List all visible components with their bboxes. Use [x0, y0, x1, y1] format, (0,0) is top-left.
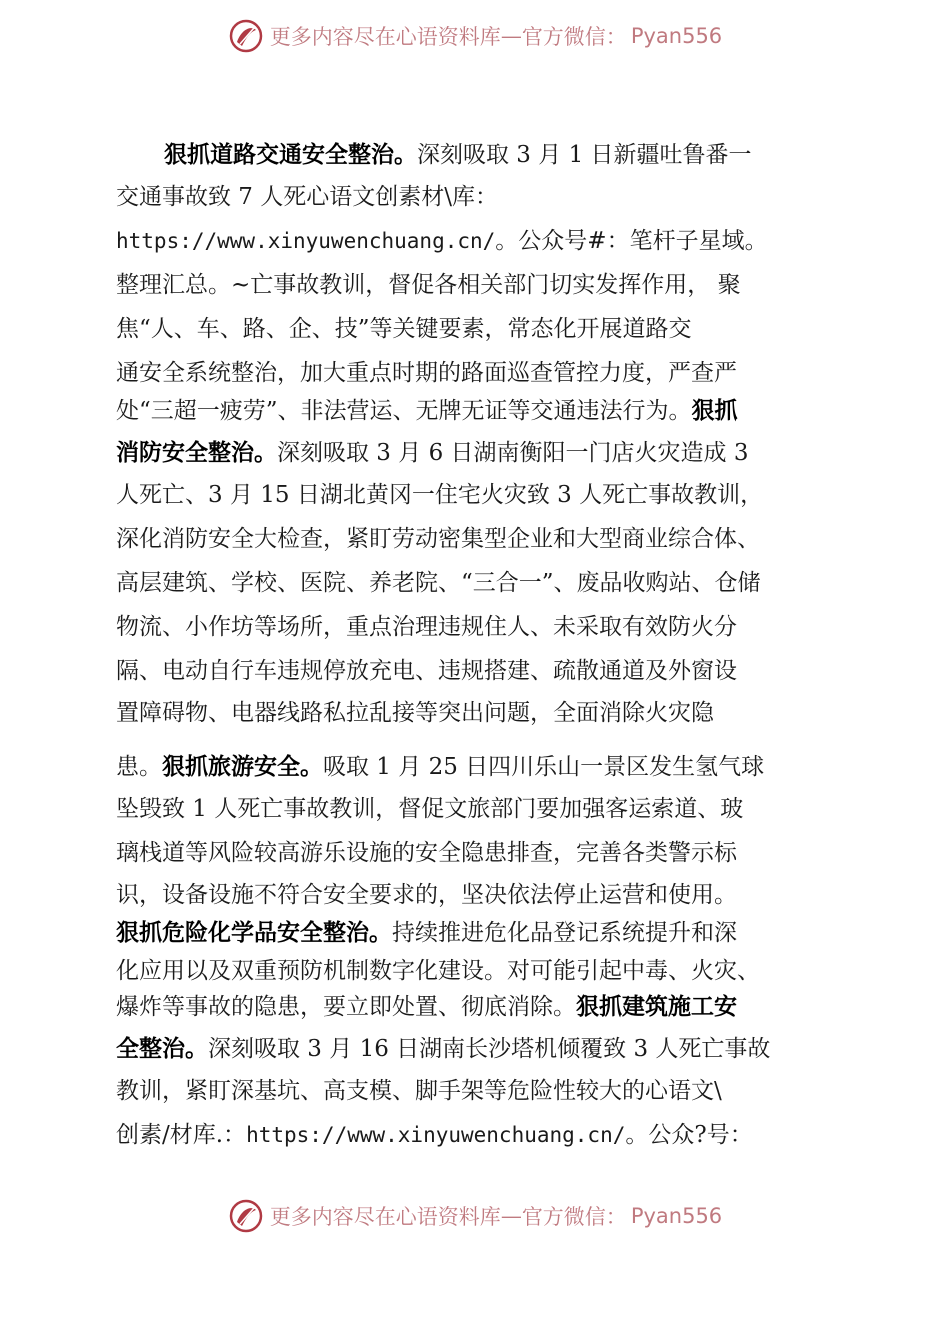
text-line-3: https://www.xinyuwenchuang.cn/。公众号#：笔杆子星域。 — [116, 228, 768, 254]
text-line-7: 处“三超一疲劳”、非法营运、无牌无证等交通违法行为。狠抓 — [116, 398, 738, 424]
banner-wechat-label: 官方微信： — [521, 25, 627, 49]
banner-text: 更多内容尽在心语资料库 — [269, 25, 501, 49]
banner-separator: — — [500, 24, 522, 48]
pen-swirl-logo-icon — [228, 1198, 264, 1234]
text-line-18: 识，设备设施不符合安全要求的，坚决依法停止运营和使用。 — [116, 882, 737, 908]
text-line-9: 人死亡、3 月 15 日湖北黄冈一住宅火灾致 3 人死亡事故教训， — [116, 482, 764, 508]
url-text: https://www.xinyuwenchuang.cn/ — [246, 1123, 626, 1147]
banner-wechat-id: Pyan556 — [630, 1204, 723, 1228]
text-line-4: 整理汇总。~亡事故教训，督促各相关部门切实发挥作用， 聚 — [116, 272, 741, 298]
header-watermark-banner — [0, 14, 950, 58]
banner-separator: — — [500, 1204, 522, 1228]
heading-fire-safety: 消防安全整治。 — [116, 440, 277, 466]
text-line-5: 焦“人、车、路、企、技”等关键要素，常态化开展道路交 — [116, 316, 692, 342]
text-line-17: 璃栈道等风险较高游乐设施的安全隐患排查，完善各类警示标 — [116, 840, 737, 866]
text-line-1: 狠抓道路交通安全整治。深刻吸取 3 月 1 日新疆吐鲁番一 — [164, 142, 752, 168]
heading-tourism-safety: 狠抓旅游安全。 — [162, 754, 323, 780]
banner-text: 更多内容尽在心语资料库 — [269, 1205, 501, 1229]
heading-hazardous-chemicals: 狠抓危险化学品安全整治。 — [116, 920, 392, 946]
text-line-24: 创素/材库.：https://www.xinyuwenchuang.cn/。公众?号： — [116, 1122, 753, 1148]
text-line-2: 交通事故致 7 人死心语文创素材\库： — [116, 184, 499, 210]
text-line-15: 患。狠抓旅游安全。吸取 1 月 25 日四川乐山一景区发生氢气球 — [116, 754, 765, 780]
text-line-22: 全整治。深刻吸取 3 月 16 日湖南长沙塔机倾覆致 3 人死亡事故 — [116, 1036, 771, 1062]
banner-wechat-label: 官方微信： — [521, 1205, 627, 1229]
text-line-10: 深化消防安全大检查，紧盯劳动密集型企业和大型商业综合体、 — [116, 526, 760, 552]
url-text: https://www.xinyuwenchuang.cn/ — [116, 229, 496, 253]
heading-road-traffic: 狠抓道路交通安全整治。 — [164, 142, 417, 168]
pen-swirl-logo-icon — [228, 18, 264, 54]
text-line-11: 高层建筑、学校、医院、养老院、“三合一”、废品收购站、仓储 — [116, 570, 761, 596]
text-line-13: 隔、电动自行车违规停放充电、违规搭建、疏散通道及外窗设 — [116, 658, 737, 684]
footer-watermark-banner — [0, 1194, 950, 1238]
text-line-21: 爆炸等事故的隐患，要立即处置、彻底消除。狠抓建筑施工安 — [116, 994, 737, 1020]
heading-construction: 狠抓建筑施工安 — [576, 994, 737, 1020]
text-line-19: 狠抓危险化学品安全整治。持续推进危化品登记系统提升和深 — [116, 920, 737, 946]
text-line-14: 置障碍物、电器线路私拉乱接等突出问题，全面消除火灾隐 — [116, 700, 714, 726]
text-line-16: 坠毁致 1 人死亡事故教训，督促文旅部门要加强客运索道、玻 — [116, 796, 744, 822]
banner-wechat-id: Pyan556 — [630, 24, 723, 48]
text-line-8: 消防安全整治。深刻吸取 3 月 6 日湖南衡阳一门店火灾造成 3 — [116, 440, 749, 466]
text-line-6: 通安全系统整治，加大重点时期的路面巡查管控力度，严查严 — [116, 360, 737, 386]
text-line-23: 教训，紧盯深基坑、高支模、脚手架等危险性较大的心语文\ — [116, 1078, 722, 1104]
text-line-20: 化应用以及双重预防机制数字化建设。对可能引起中毒、火灾、 — [116, 958, 760, 984]
text-line-12: 物流、小作坊等场所，重点治理违规住人、未采取有效防火分 — [116, 614, 737, 640]
